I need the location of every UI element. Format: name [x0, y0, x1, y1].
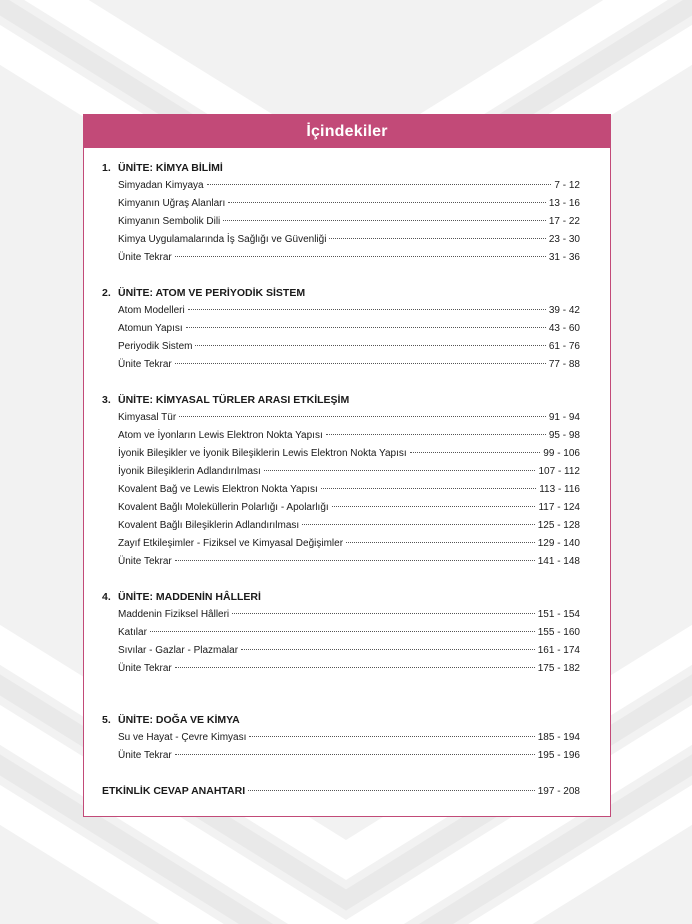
toc-panel: [83, 114, 611, 817]
entry-label: Kimyanın Sembolik Dili: [118, 216, 221, 227]
entry-label: İyonik Bileşiklerin Adlandırılması: [118, 466, 261, 477]
toc-entry[interactable]: [118, 338, 580, 356]
entry-pages: 125 - 128: [537, 520, 580, 531]
entry-label: İyonik Bileşikler ve İyonik Bileşiklerin Lewis Elektron Nokta Yapısı: [118, 448, 407, 459]
entry-pages: 95 - 98: [548, 430, 580, 441]
unit-name: ÜNİTE: KİMYA BİLİMİ: [118, 162, 223, 174]
entry-pages: 151 - 154: [537, 609, 580, 620]
entry-pages: 141 - 148: [537, 556, 580, 567]
entry-label: Ünite Tekrar: [118, 556, 172, 567]
entry-label: Ünite Tekrar: [118, 252, 172, 263]
entry-label: Zayıf Etkileşimler - Fiziksel ve Kimyasal Değişimler: [118, 538, 344, 549]
unit-name: ÜNİTE: DOĞA VE KİMYA: [118, 714, 240, 726]
toc-entry[interactable]: [118, 427, 580, 445]
dot-leader: [223, 220, 546, 221]
entry-label: Kovalent Bağ ve Lewis Elektron Nokta Yapısı: [118, 484, 318, 495]
unit-name: ÜNİTE: ATOM VE PERİYODİK SİSTEM: [118, 287, 306, 299]
dot-leader: [321, 488, 536, 489]
dot-leader: [410, 452, 541, 453]
toc-entry[interactable]: [118, 535, 580, 553]
entry-pages: 175 - 182: [537, 663, 580, 674]
entry-label: Ünite Tekrar: [118, 663, 172, 674]
answer-key-entry[interactable]: [102, 782, 580, 800]
dot-leader: [195, 345, 545, 346]
dot-leader: [241, 649, 535, 650]
toc-title: İçindekiler: [306, 122, 388, 140]
unit-name: ÜNİTE: MADDENİN HÂLLERİ: [118, 591, 261, 603]
toc-entry[interactable]: [118, 747, 580, 765]
dot-leader: [329, 238, 545, 239]
answer-key-pages: 197 - 208: [537, 786, 580, 797]
toc-entry[interactable]: [118, 177, 580, 195]
toc-entry[interactable]: [118, 729, 580, 747]
entry-pages: 7 - 12: [554, 180, 580, 191]
dot-leader: [264, 470, 536, 471]
unit-title: [102, 588, 580, 606]
entry-pages: 23 - 30: [548, 234, 580, 245]
dot-leader: [186, 327, 546, 328]
entry-pages: 31 - 36: [548, 252, 580, 263]
spacer: [102, 374, 580, 391]
unit-number: 3.: [102, 394, 111, 406]
entry-pages: 43 - 60: [548, 323, 580, 334]
toc-list: [102, 159, 580, 800]
dot-leader: [332, 506, 536, 507]
entry-pages: 17 - 22: [548, 216, 580, 227]
entry-label: Kovalent Bağlı Moleküllerin Polarlığı - Apolarlığı: [118, 502, 329, 513]
entry-pages: 155 - 160: [537, 627, 580, 638]
dot-leader: [249, 736, 534, 737]
dot-leader: [175, 754, 535, 755]
toc-entry[interactable]: [118, 463, 580, 481]
entry-label: Periyodik Sistem: [118, 341, 193, 352]
toc-entry[interactable]: [118, 553, 580, 571]
dot-leader: [326, 434, 546, 435]
entry-pages: 91 - 94: [548, 412, 580, 423]
entry-pages: 185 - 194: [537, 732, 580, 743]
toc-entry[interactable]: [118, 517, 580, 535]
toc-entry[interactable]: [118, 320, 580, 338]
toc-entry[interactable]: [118, 445, 580, 463]
unit-number: 2.: [102, 287, 111, 299]
unit-name: ÜNİTE: KİMYASAL TÜRLER ARASI ETKİLEŞİM: [118, 394, 350, 406]
dot-leader: [207, 184, 552, 185]
unit-title: [102, 159, 580, 177]
dot-leader: [346, 542, 535, 543]
dot-leader: [175, 667, 535, 668]
unit-title: [102, 284, 580, 302]
dot-leader: [175, 363, 546, 364]
entry-pages: 77 - 88: [548, 359, 580, 370]
toc-entry[interactable]: [118, 356, 580, 374]
spacer: [102, 765, 580, 782]
entry-label: Sıvılar - Gazlar - Plazmalar: [118, 645, 239, 656]
dot-leader: [179, 416, 546, 417]
unit-number: 5.: [102, 714, 111, 726]
toc-entry[interactable]: [118, 624, 580, 642]
unit-title: [102, 391, 580, 409]
dot-leader: [302, 524, 535, 525]
toc-entry[interactable]: [118, 409, 580, 427]
entry-label: Simyadan Kimyaya: [118, 180, 204, 191]
entry-label: Atom Modelleri: [118, 305, 185, 316]
dot-leader: [188, 309, 546, 310]
toc-entry[interactable]: [118, 481, 580, 499]
entry-label: Maddenin Fiziksel Hâlleri: [118, 609, 230, 620]
unit-title: [102, 711, 580, 729]
spacer: [102, 267, 580, 284]
entry-label: Kimyanın Uğraş Alanları: [118, 198, 226, 209]
dot-leader: [228, 202, 546, 203]
entry-label: Katılar: [118, 627, 147, 638]
entry-label: Ünite Tekrar: [118, 359, 172, 370]
entry-pages: 99 - 106: [543, 448, 580, 459]
entry-label: Kovalent Bağlı Bileşiklerin Adlandırılması: [118, 520, 300, 531]
entry-pages: 61 - 76: [548, 341, 580, 352]
entry-pages: 13 - 16: [548, 198, 580, 209]
entry-pages: 107 - 112: [538, 466, 580, 477]
entry-label: Kimya Uygulamalarında İş Sağlığı ve Güvenliği: [118, 234, 327, 245]
dot-leader: [175, 256, 546, 257]
spacer: [102, 678, 580, 711]
dot-leader: [248, 790, 535, 791]
entry-pages: 117 - 124: [538, 502, 580, 513]
entry-pages: 39 - 42: [548, 305, 580, 316]
toc-entry[interactable]: [118, 231, 580, 249]
dot-leader: [232, 613, 535, 614]
entry-label: Atom ve İyonların Lewis Elektron Nokta Yapısı: [118, 430, 323, 441]
spacer: [102, 571, 580, 588]
toc-entry[interactable]: [118, 642, 580, 660]
toc-entry[interactable]: [118, 213, 580, 231]
entry-label: Kimyasal Tür: [118, 412, 177, 423]
entry-pages: 161 - 174: [537, 645, 580, 656]
toc-entry[interactable]: [118, 499, 580, 517]
answer-key-label: ETKİNLİK CEVAP ANAHTARI: [102, 785, 246, 797]
unit-number: 1.: [102, 162, 111, 174]
toc-header: [84, 115, 610, 148]
dot-leader: [150, 631, 535, 632]
toc-entry[interactable]: [118, 249, 580, 267]
entry-label: Su ve Hayat - Çevre Kimyası: [118, 732, 247, 743]
toc-entry[interactable]: [118, 195, 580, 213]
entry-label: Atomun Yapısı: [118, 323, 183, 334]
entry-label: Ünite Tekrar: [118, 750, 172, 761]
dot-leader: [175, 560, 535, 561]
toc-entry[interactable]: [118, 660, 580, 678]
entry-pages: 113 - 116: [539, 484, 580, 495]
toc-entry[interactable]: [118, 606, 580, 624]
entry-pages: 195 - 196: [537, 750, 580, 761]
entry-pages: 129 - 140: [537, 538, 580, 549]
toc-entry[interactable]: [118, 302, 580, 320]
unit-number: 4.: [102, 591, 111, 603]
